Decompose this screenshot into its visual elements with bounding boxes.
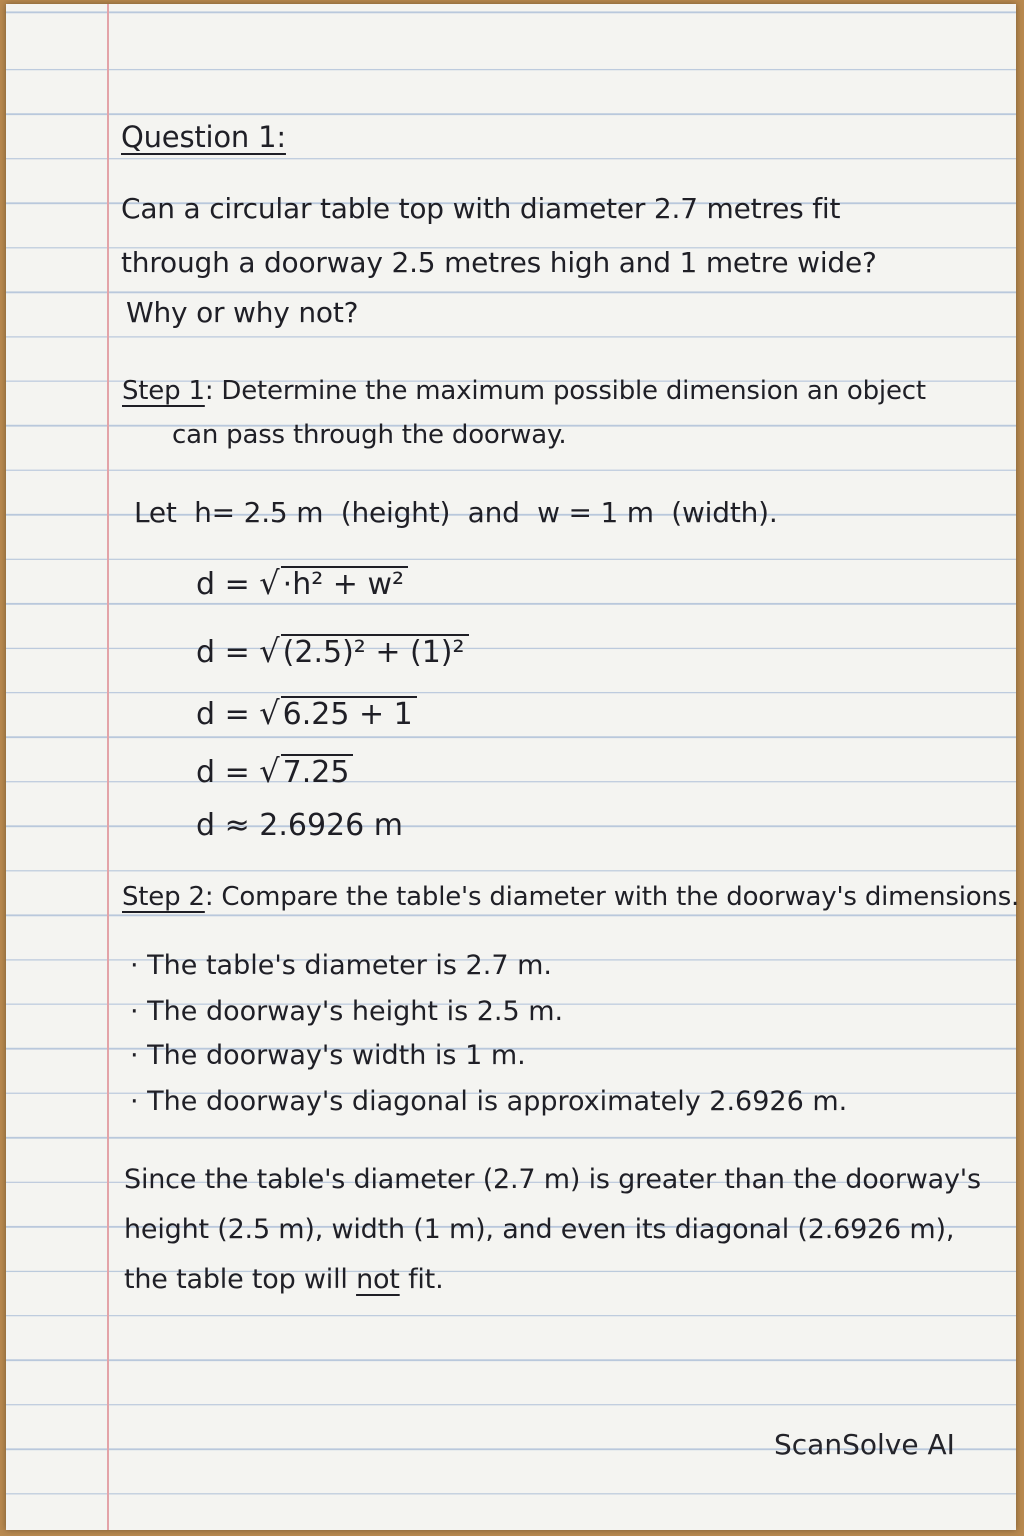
bullet-text: The doorway's height is 2.5 m.: [147, 996, 564, 1027]
question-line-3: Why or why not?: [126, 296, 359, 329]
sqrt-sign: √: [259, 694, 280, 732]
let-statement: Let h= 2.5 m (height) and w = 1 m (width).: [134, 496, 778, 529]
emphasis-not: not: [356, 1264, 400, 1295]
equation-1-radicand: ·h² + w²: [281, 566, 408, 600]
equation-4-lhs: d =: [196, 755, 250, 790]
equation-2-radicand: (2.5)² + (1)²: [281, 634, 469, 668]
bullet-item: · The doorway's diagonal is approximately 2.6926 m.: [130, 1086, 848, 1117]
equation-3-radicand: 6.25 + 1: [281, 696, 417, 730]
conclusion-line-1: Since the table's diameter (2.7 m) is greater than the doorway's: [124, 1164, 981, 1195]
margin-line: [107, 4, 109, 1530]
step1-line-1: [122, 376, 926, 406]
equation-2: [196, 632, 469, 670]
equation-1-lhs: d =: [196, 567, 250, 602]
question-line-1: Can a circular table top with diameter 2.7 metres fit: [121, 192, 841, 225]
equation-5: d ≈ 2.6926 m: [196, 808, 403, 843]
equation-3: [196, 694, 417, 732]
equation-2-lhs: d =: [196, 635, 250, 670]
bullet-text: The doorway's diagonal is approximately 2.6926 m.: [147, 1086, 848, 1117]
bullet-text: The doorway's width is 1 m.: [147, 1040, 526, 1071]
sqrt-sign: √: [259, 752, 280, 790]
equation-4-radicand: 7.25: [281, 754, 354, 788]
sqrt-sign: √: [259, 632, 280, 670]
step2-line: [122, 882, 1019, 912]
brand-signature: ScanSolve AI: [774, 1428, 955, 1461]
bullet-item: · The doorway's height is 2.5 m.: [130, 996, 564, 1027]
equation-1: [196, 564, 408, 602]
question-line-2: through a doorway 2.5 metres high and 1 metre wide?: [121, 246, 877, 279]
conclusion-text: the table top will: [124, 1264, 357, 1295]
equation-3-lhs: d =: [196, 697, 250, 732]
step1-label: Step 1: [122, 376, 205, 406]
sqrt-sign: √: [259, 564, 280, 602]
conclusion-line-3: [124, 1264, 443, 1295]
step1-line-2: can pass through the doorway.: [172, 420, 567, 450]
equation-4: [196, 752, 353, 790]
conclusion-line-2: height (2.5 m), width (1 m), and even its diagonal (2.6926 m),: [124, 1214, 955, 1245]
bullet-item: · The table's diameter is 2.7 m.: [130, 950, 552, 981]
bullet-item: · The doorway's width is 1 m.: [130, 1040, 526, 1071]
question-heading: Question 1:: [121, 120, 286, 154]
bullet-text: The table's diameter is 2.7 m.: [147, 950, 552, 981]
step1-text: : Determine the maximum possible dimension an object: [204, 376, 926, 406]
step2-label: Step 2: [122, 882, 205, 912]
notebook-paper: [6, 4, 1020, 1530]
conclusion-text-end: fit.: [399, 1264, 444, 1295]
step2-text: : Compare the table's diameter with the doorway's dimensions.: [204, 882, 1020, 912]
